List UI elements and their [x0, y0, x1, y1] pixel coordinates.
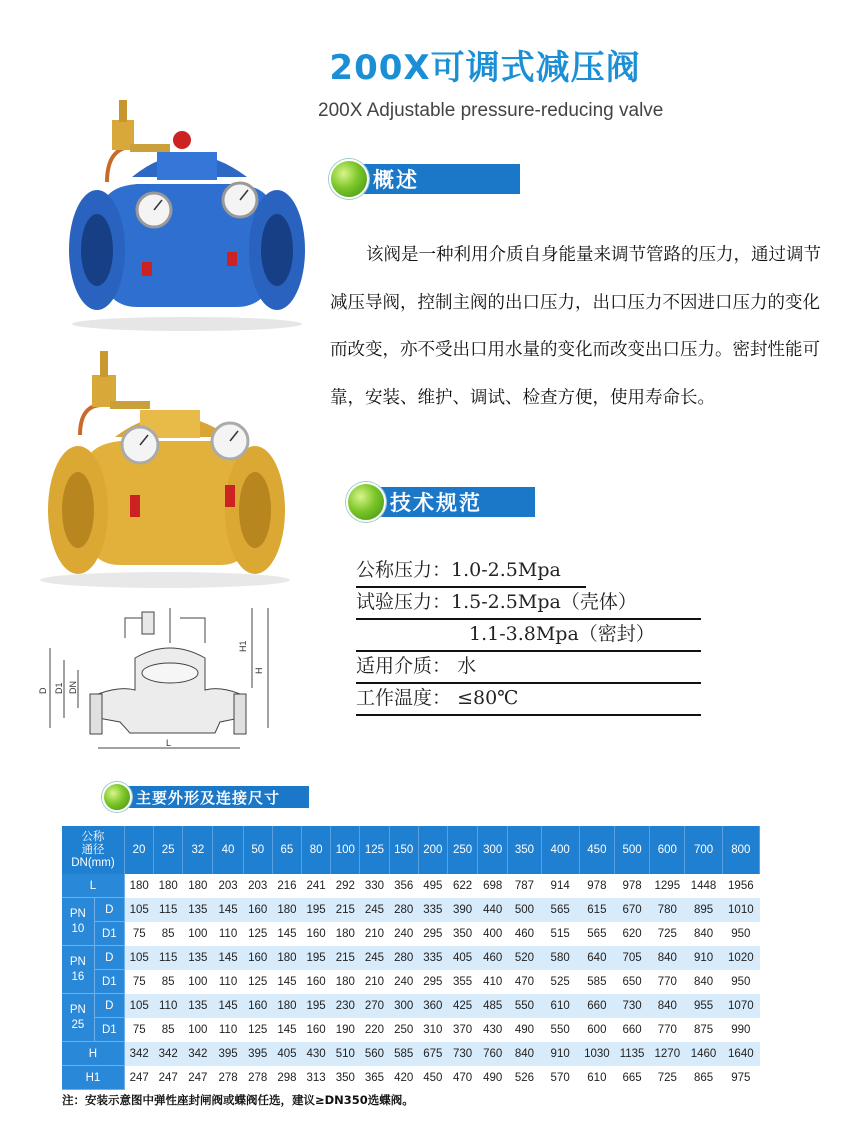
- table-cell: 245: [360, 898, 389, 922]
- table-cell: 100: [183, 922, 213, 946]
- table-cell: 840: [650, 946, 685, 970]
- table-cell: 278: [213, 1066, 243, 1090]
- dimensions-heading-bar: [114, 786, 309, 808]
- corner-header: 公称 通径 DN(mm): [62, 826, 124, 874]
- table-cell: 180: [331, 970, 360, 994]
- table-cell: 1020: [722, 946, 759, 970]
- table-cell: 145: [213, 898, 243, 922]
- table-cell: 500: [508, 898, 541, 922]
- footnote: 注：安装示意图中弹性座封闸阀或蝶阀任选，建议≥DN350选蝶阀。: [62, 1093, 414, 1107]
- table-cell: 105: [124, 946, 153, 970]
- table-cell: 526: [508, 1066, 541, 1090]
- table-cell: 215: [331, 946, 360, 970]
- overview-heading-bar: [345, 164, 520, 194]
- row-label: D1: [94, 1018, 124, 1042]
- table-row: [62, 970, 760, 994]
- table-cell: 725: [650, 922, 685, 946]
- table-cell: 660: [614, 1018, 649, 1042]
- label-H1: H1: [238, 640, 248, 652]
- table-cell: 180: [183, 874, 213, 898]
- size-header: 200: [418, 826, 447, 874]
- table-cell: 550: [508, 994, 541, 1018]
- table-cell: 780: [650, 898, 685, 922]
- table-cell: 310: [418, 1018, 447, 1042]
- table-cell: 1135: [614, 1042, 649, 1066]
- table-cell: 110: [213, 970, 243, 994]
- table-cell: 660: [579, 994, 614, 1018]
- table-cell: 110: [154, 994, 183, 1018]
- table-cell: 650: [614, 970, 649, 994]
- table-cell: 160: [302, 1018, 331, 1042]
- table-cell: 914: [541, 874, 579, 898]
- table-cell: 470: [508, 970, 541, 994]
- table-cell: 1640: [722, 1042, 759, 1066]
- label-DN: DN: [68, 681, 78, 694]
- table-cell: 840: [685, 970, 722, 994]
- table-cell: 725: [650, 1066, 685, 1090]
- dimensions-table: [62, 826, 760, 1090]
- specs-heading-bar: [362, 487, 535, 517]
- bullet-ball-icon: [102, 782, 132, 812]
- table-cell: 365: [360, 1066, 389, 1090]
- table-cell: 110: [213, 1018, 243, 1042]
- spec-row: 1.1-3.8Mpa（密封）: [356, 620, 701, 652]
- row-label: L: [62, 874, 124, 898]
- table-cell: 195: [302, 946, 331, 970]
- row-label: D: [94, 898, 124, 922]
- table-cell: 100: [183, 1018, 213, 1042]
- specs-list: [356, 556, 701, 716]
- table-cell: 1448: [685, 874, 722, 898]
- table-cell: 180: [272, 898, 301, 922]
- size-header: 32: [183, 826, 213, 874]
- size-header: 125: [360, 826, 389, 874]
- table-cell: 1460: [685, 1042, 722, 1066]
- table-cell: 203: [243, 874, 272, 898]
- table-cell: 675: [418, 1042, 447, 1066]
- table-cell: 760: [478, 1042, 508, 1066]
- table-header-row: [62, 826, 760, 874]
- table-row: [62, 898, 760, 922]
- table-cell: 295: [418, 922, 447, 946]
- size-header: 350: [508, 826, 541, 874]
- size-header: 400: [541, 826, 579, 874]
- table-cell: 420: [389, 1066, 418, 1090]
- table-cell: 600: [579, 1018, 614, 1042]
- table-cell: 145: [272, 970, 301, 994]
- row-label: H: [62, 1042, 124, 1066]
- table-cell: 405: [447, 946, 477, 970]
- table-cell: 356: [389, 874, 418, 898]
- blue-valve-image: [62, 92, 312, 332]
- table-cell: 100: [183, 970, 213, 994]
- table-cell: 203: [213, 874, 243, 898]
- table-cell: 280: [389, 898, 418, 922]
- dimension-drawing: [30, 598, 280, 770]
- label-H: H: [254, 667, 264, 674]
- table-cell: 298: [272, 1066, 301, 1090]
- table-cell: 450: [418, 1066, 447, 1090]
- table-cell: 705: [614, 946, 649, 970]
- table-cell: 460: [508, 922, 541, 946]
- table-cell: 135: [183, 898, 213, 922]
- table-cell: 370: [447, 1018, 477, 1042]
- table-cell: 125: [243, 970, 272, 994]
- row-label: D: [94, 946, 124, 970]
- table-cell: 395: [213, 1042, 243, 1066]
- table-cell: 440: [478, 898, 508, 922]
- table-cell: 400: [478, 922, 508, 946]
- table-cell: 115: [154, 898, 183, 922]
- table-cell: 525: [541, 970, 579, 994]
- table-cell: 975: [722, 1066, 759, 1090]
- table-cell: 395: [243, 1042, 272, 1066]
- table-cell: 430: [302, 1042, 331, 1066]
- table-cell: 485: [478, 994, 508, 1018]
- table-cell: 85: [154, 1018, 183, 1042]
- table-cell: 580: [541, 946, 579, 970]
- table-cell: 620: [614, 922, 649, 946]
- size-header: 40: [213, 826, 243, 874]
- table-cell: 125: [243, 922, 272, 946]
- table-row: [62, 946, 760, 970]
- specs-heading: 技术规范: [390, 491, 482, 515]
- table-cell: 210: [360, 922, 389, 946]
- table-cell: 430: [478, 1018, 508, 1042]
- table-cell: 280: [389, 946, 418, 970]
- size-header: 150: [389, 826, 418, 874]
- table-cell: 195: [302, 994, 331, 1018]
- table-cell: 278: [243, 1066, 272, 1090]
- page-title: 200X可调式减压阀: [329, 48, 641, 88]
- table-cell: 215: [331, 898, 360, 922]
- table-cell: 220: [360, 1018, 389, 1042]
- size-header: 450: [579, 826, 614, 874]
- table-cell: 240: [389, 970, 418, 994]
- table-cell: 1295: [650, 874, 685, 898]
- size-header: 25: [154, 826, 183, 874]
- table-cell: 342: [183, 1042, 213, 1066]
- table-cell: 145: [272, 922, 301, 946]
- table-cell: 640: [579, 946, 614, 970]
- table-cell: 250: [389, 1018, 418, 1042]
- table-cell: 135: [183, 946, 213, 970]
- table-cell: 247: [154, 1066, 183, 1090]
- table-cell: 978: [579, 874, 614, 898]
- size-header: 20: [124, 826, 153, 874]
- table-cell: 160: [243, 898, 272, 922]
- table-cell: 355: [447, 970, 477, 994]
- pressure-group-label: PN 16: [62, 946, 94, 994]
- table-cell: 410: [478, 970, 508, 994]
- table-cell: 875: [685, 1018, 722, 1042]
- table-cell: 350: [447, 922, 477, 946]
- table-cell: 990: [722, 1018, 759, 1042]
- label-D: D: [38, 687, 48, 694]
- table-cell: 105: [124, 898, 153, 922]
- table-cell: 145: [213, 994, 243, 1018]
- table-cell: 460: [478, 946, 508, 970]
- table-cell: 610: [579, 1066, 614, 1090]
- spec-row: 适用介质： 水: [356, 652, 701, 684]
- table-cell: 230: [331, 994, 360, 1018]
- table-row: [62, 1066, 760, 1090]
- table-cell: 950: [722, 922, 759, 946]
- table-cell: 730: [614, 994, 649, 1018]
- table-cell: 85: [154, 970, 183, 994]
- table-cell: 245: [360, 946, 389, 970]
- pressure-group-label: PN 25: [62, 994, 94, 1042]
- table-cell: 560: [360, 1042, 389, 1066]
- size-header: 300: [478, 826, 508, 874]
- size-header: 80: [302, 826, 331, 874]
- table-cell: 470: [447, 1066, 477, 1090]
- table-cell: 670: [614, 898, 649, 922]
- bullet-ball-icon: [329, 159, 369, 199]
- table-cell: 190: [331, 1018, 360, 1042]
- row-label: D1: [94, 922, 124, 946]
- table-cell: 241: [302, 874, 331, 898]
- table-cell: 910: [685, 946, 722, 970]
- table-cell: 978: [614, 874, 649, 898]
- dimensions-heading: 主要外形及连接尺寸: [136, 788, 281, 807]
- overview-text: [330, 232, 830, 422]
- table-row: [62, 1018, 760, 1042]
- table-cell: 335: [418, 898, 447, 922]
- spec-row: 工作温度： ≤80℃: [356, 684, 701, 716]
- table-cell: 75: [124, 970, 153, 994]
- table-cell: 622: [447, 874, 477, 898]
- table-cell: 770: [650, 1018, 685, 1042]
- table-cell: 895: [685, 898, 722, 922]
- table-cell: 160: [243, 946, 272, 970]
- bullet-ball-icon: [346, 482, 386, 522]
- table-cell: 180: [272, 994, 301, 1018]
- table-cell: 730: [447, 1042, 477, 1066]
- table-cell: 955: [685, 994, 722, 1018]
- table-cell: 1070: [722, 994, 759, 1018]
- overview-paragraph: 该阀是一种利用介质自身能量来调节管路的压力，通过调节减压导阀，控制主阀的出口压力，出口压力不因进口压力的变化而改变，亦不受出口用水量的变化而改变出口压力。密封性能可靠，安装、维护、调试、检查方便，使用寿命长。: [330, 245, 821, 408]
- size-header: 700: [685, 826, 722, 874]
- table-cell: 425: [447, 994, 477, 1018]
- table-cell: 300: [389, 994, 418, 1018]
- size-header: 800: [722, 826, 759, 874]
- table-cell: 405: [272, 1042, 301, 1066]
- table-cell: 313: [302, 1066, 331, 1090]
- size-header: 500: [614, 826, 649, 874]
- table-cell: 75: [124, 922, 153, 946]
- row-label: D: [94, 994, 124, 1018]
- size-header: 65: [272, 826, 301, 874]
- table-cell: 840: [685, 922, 722, 946]
- table-cell: 950: [722, 970, 759, 994]
- table-cell: 610: [541, 994, 579, 1018]
- table-cell: 1270: [650, 1042, 685, 1066]
- table-cell: 135: [183, 994, 213, 1018]
- table-cell: 865: [685, 1066, 722, 1090]
- table-cell: 490: [478, 1066, 508, 1090]
- row-label: D1: [94, 970, 124, 994]
- table-cell: 145: [213, 946, 243, 970]
- table-cell: 515: [541, 922, 579, 946]
- table-cell: 840: [650, 994, 685, 1018]
- table-cell: 1030: [579, 1042, 614, 1066]
- table-cell: 110: [213, 922, 243, 946]
- table-cell: 350: [331, 1066, 360, 1090]
- pressure-group-label: PN 10: [62, 898, 94, 946]
- table-cell: 247: [183, 1066, 213, 1090]
- table-row: [62, 1042, 760, 1066]
- spec-row: 公称压力：1.0-2.5Mpa: [356, 556, 586, 588]
- table-cell: 665: [614, 1066, 649, 1090]
- table-cell: 295: [418, 970, 447, 994]
- table-cell: 195: [302, 898, 331, 922]
- table-cell: 330: [360, 874, 389, 898]
- table-cell: 840: [508, 1042, 541, 1066]
- table-cell: 360: [418, 994, 447, 1018]
- brass-valve-image: [30, 345, 300, 590]
- table-cell: 490: [508, 1018, 541, 1042]
- label-L: L: [166, 738, 172, 748]
- table-cell: 240: [389, 922, 418, 946]
- table-cell: 615: [579, 898, 614, 922]
- table-cell: 510: [331, 1042, 360, 1066]
- table-row: [62, 994, 760, 1018]
- table-cell: 160: [302, 970, 331, 994]
- overview-heading: 概述: [373, 168, 419, 192]
- table-cell: 520: [508, 946, 541, 970]
- table-cell: 180: [272, 946, 301, 970]
- table-cell: 342: [124, 1042, 153, 1066]
- table-row: [62, 922, 760, 946]
- table-cell: 342: [154, 1042, 183, 1066]
- size-header: 100: [331, 826, 360, 874]
- table-cell: 1956: [722, 874, 759, 898]
- table-cell: 495: [418, 874, 447, 898]
- spec-row: 试验压力：1.5-2.5Mpa（壳体）: [356, 588, 701, 620]
- table-cell: 585: [579, 970, 614, 994]
- table-cell: 335: [418, 946, 447, 970]
- table-cell: 270: [360, 994, 389, 1018]
- table-cell: 770: [650, 970, 685, 994]
- table-cell: 145: [272, 1018, 301, 1042]
- table-cell: 75: [124, 1018, 153, 1042]
- table-cell: 210: [360, 970, 389, 994]
- row-label: H1: [62, 1066, 124, 1090]
- table-row: [62, 874, 760, 898]
- dimensions-body: [62, 874, 760, 1090]
- table-cell: 550: [541, 1018, 579, 1042]
- table-cell: 115: [154, 946, 183, 970]
- table-cell: 216: [272, 874, 301, 898]
- size-header: 600: [650, 826, 685, 874]
- table-cell: 910: [541, 1042, 579, 1066]
- size-header: 50: [243, 826, 272, 874]
- table-cell: 1010: [722, 898, 759, 922]
- table-cell: 585: [389, 1042, 418, 1066]
- table-cell: 105: [124, 994, 153, 1018]
- table-cell: 390: [447, 898, 477, 922]
- table-cell: 180: [124, 874, 153, 898]
- size-header: 250: [447, 826, 477, 874]
- table-cell: 247: [124, 1066, 153, 1090]
- table-cell: 565: [579, 922, 614, 946]
- table-cell: 180: [154, 874, 183, 898]
- table-cell: 565: [541, 898, 579, 922]
- table-cell: 160: [243, 994, 272, 1018]
- table-cell: 787: [508, 874, 541, 898]
- table-cell: 160: [302, 922, 331, 946]
- table-cell: 125: [243, 1018, 272, 1042]
- table-cell: 292: [331, 874, 360, 898]
- table-cell: 570: [541, 1066, 579, 1090]
- table-cell: 698: [478, 874, 508, 898]
- table-cell: 180: [331, 922, 360, 946]
- table-cell: 85: [154, 922, 183, 946]
- label-D1: D1: [54, 682, 64, 694]
- page-subtitle: 200X Adjustable pressure-reducing valve: [318, 100, 664, 121]
